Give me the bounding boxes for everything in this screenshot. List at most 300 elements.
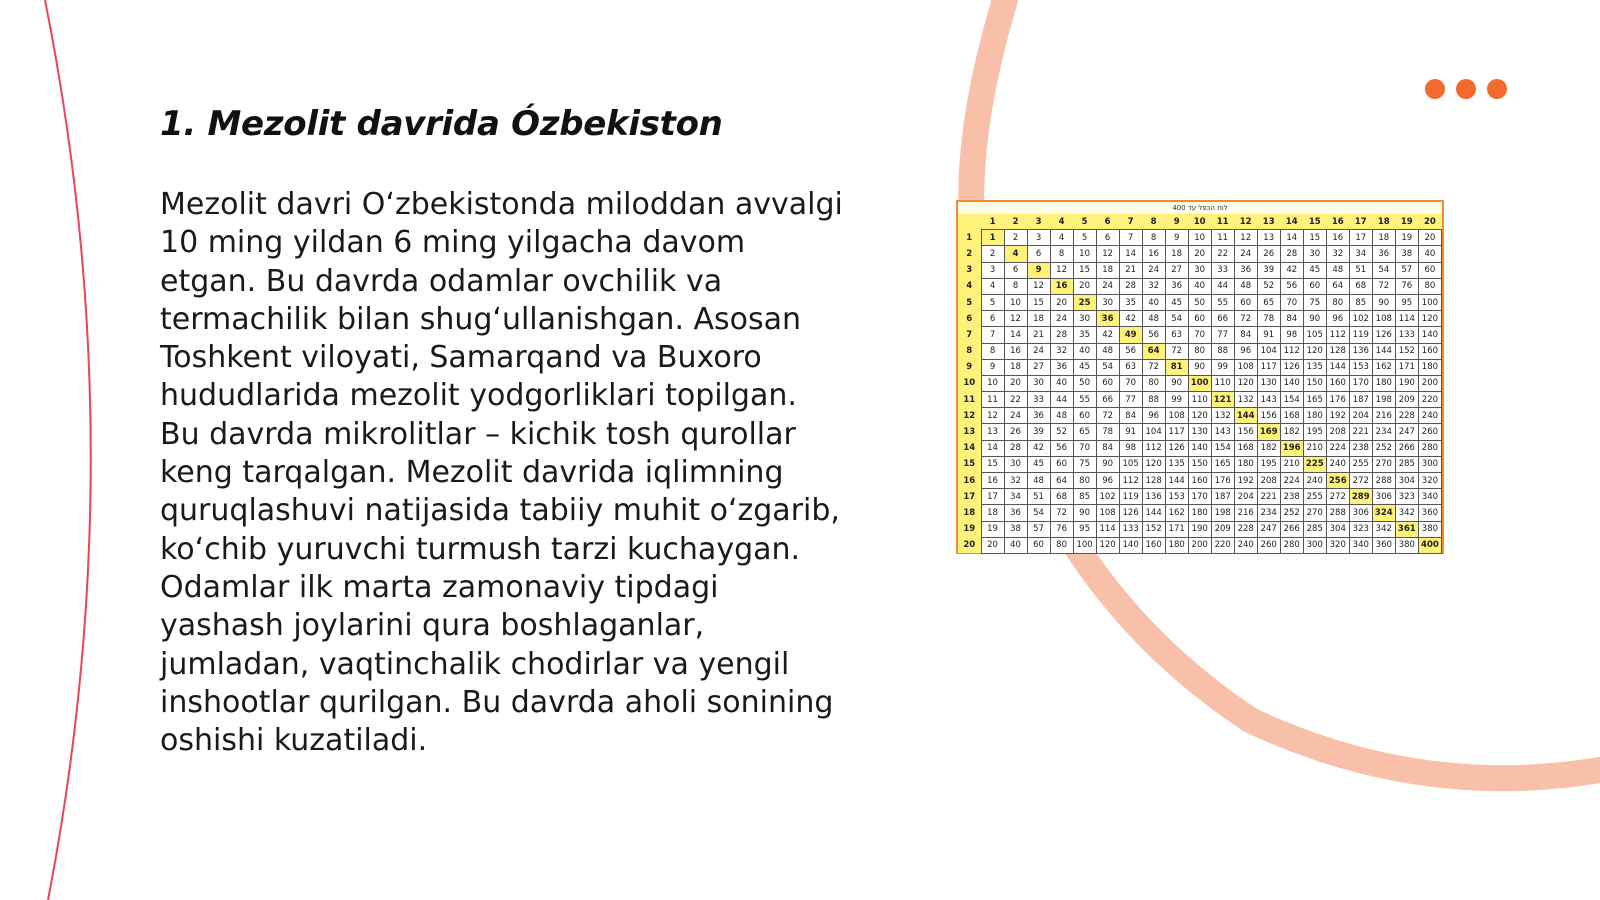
column-header: 12 — [1234, 214, 1257, 230]
product-cell: 4 — [1050, 230, 1073, 246]
product-cell: 266 — [1280, 521, 1303, 537]
product-cell: 91 — [1119, 424, 1142, 440]
column-header: 7 — [1119, 214, 1142, 230]
product-cell: 76 — [1395, 278, 1418, 294]
row-header: 19 — [958, 521, 981, 537]
product-cell: 168 — [1280, 408, 1303, 424]
product-cell: 19 — [1395, 230, 1418, 246]
product-cell: 135 — [1165, 456, 1188, 472]
product-cell: 4 — [981, 278, 1004, 294]
product-cell: 54 — [1096, 359, 1119, 375]
product-cell: 99 — [1165, 392, 1188, 408]
product-cell: 228 — [1395, 408, 1418, 424]
product-cell: 180 — [1418, 359, 1441, 375]
square-cell: 16 — [1050, 278, 1073, 294]
product-cell: 12 — [1027, 278, 1050, 294]
product-cell: 10 — [1004, 294, 1027, 310]
product-cell: 208 — [1257, 473, 1280, 489]
product-cell: 304 — [1326, 521, 1349, 537]
product-cell: 150 — [1188, 456, 1211, 472]
product-cell: 160 — [1142, 537, 1165, 553]
product-cell: 60 — [1418, 262, 1441, 278]
square-cell: 144 — [1234, 408, 1257, 424]
table-row — [958, 424, 1442, 440]
product-cell: 320 — [1326, 537, 1349, 553]
product-cell: 240 — [1418, 408, 1441, 424]
product-cell: 320 — [1418, 473, 1441, 489]
row-header: 7 — [958, 327, 981, 343]
product-cell: 15 — [981, 456, 1004, 472]
product-cell: 117 — [1257, 359, 1280, 375]
product-cell: 90 — [1096, 456, 1119, 472]
product-cell: 126 — [1165, 440, 1188, 456]
product-cell: 30 — [1096, 294, 1119, 310]
product-cell: 17 — [981, 489, 1004, 505]
product-cell: 168 — [1234, 440, 1257, 456]
product-cell: 44 — [1211, 278, 1234, 294]
product-cell: 35 — [1073, 327, 1096, 343]
product-cell: 45 — [1073, 359, 1096, 375]
product-cell: 60 — [1027, 537, 1050, 553]
square-cell: 400 — [1418, 537, 1441, 553]
product-cell: 176 — [1326, 392, 1349, 408]
product-cell: 16 — [1004, 343, 1027, 359]
product-cell: 18 — [1027, 311, 1050, 327]
product-cell: 11 — [981, 392, 1004, 408]
square-cell: 64 — [1142, 343, 1165, 359]
product-cell: 224 — [1326, 440, 1349, 456]
product-cell: 180 — [1303, 408, 1326, 424]
table-row — [958, 537, 1442, 553]
product-cell: 140 — [1188, 440, 1211, 456]
product-cell: 160 — [1418, 343, 1441, 359]
product-cell: 90 — [1073, 505, 1096, 521]
column-header: 5 — [1073, 214, 1096, 230]
product-cell: 204 — [1234, 489, 1257, 505]
product-cell: 70 — [1073, 440, 1096, 456]
product-cell: 221 — [1349, 424, 1372, 440]
product-cell: 14 — [1280, 230, 1303, 246]
product-cell: 90 — [1303, 311, 1326, 327]
product-cell: 24 — [1142, 262, 1165, 278]
product-cell: 260 — [1418, 424, 1441, 440]
product-cell: 60 — [1234, 294, 1257, 310]
product-cell: 72 — [1165, 343, 1188, 359]
product-cell: 140 — [1119, 537, 1142, 553]
product-cell: 48 — [1234, 278, 1257, 294]
product-cell: 240 — [1326, 456, 1349, 472]
product-cell: 80 — [1050, 537, 1073, 553]
product-cell: 40 — [1004, 537, 1027, 553]
product-cell: 247 — [1395, 424, 1418, 440]
product-cell: 65 — [1073, 424, 1096, 440]
product-cell: 8 — [1050, 246, 1073, 262]
product-cell: 20 — [1418, 230, 1441, 246]
product-cell: 56 — [1280, 278, 1303, 294]
product-cell: 340 — [1349, 537, 1372, 553]
product-cell: 105 — [1119, 456, 1142, 472]
product-cell: 18 — [981, 505, 1004, 521]
row-header: 4 — [958, 278, 981, 294]
product-cell: 55 — [1211, 294, 1234, 310]
product-cell: 14 — [981, 440, 1004, 456]
product-cell: 8 — [1142, 230, 1165, 246]
product-cell: 56 — [1050, 440, 1073, 456]
product-cell: 85 — [1349, 294, 1372, 310]
product-cell: 63 — [1165, 327, 1188, 343]
product-cell: 64 — [1050, 473, 1073, 489]
product-cell: 84 — [1096, 440, 1119, 456]
square-cell: 81 — [1165, 359, 1188, 375]
product-cell: 36 — [1004, 505, 1027, 521]
product-cell: 30 — [1188, 262, 1211, 278]
square-cell: 100 — [1188, 375, 1211, 391]
product-cell: 342 — [1372, 521, 1395, 537]
product-cell: 154 — [1280, 392, 1303, 408]
product-cell: 26 — [1004, 424, 1027, 440]
body-line: inshootlar qurilgan. Bu davrda aholi sonining — [160, 684, 834, 720]
product-cell: 150 — [1303, 375, 1326, 391]
product-cell: 55 — [1073, 392, 1096, 408]
product-cell: 120 — [1303, 343, 1326, 359]
product-cell: 66 — [1211, 311, 1234, 327]
body-line: keng tarqalgan. Mezolit davrida iqlimning — [160, 455, 784, 491]
column-header: 16 — [1326, 214, 1349, 230]
product-cell: 40 — [1188, 278, 1211, 294]
product-cell: 48 — [1142, 311, 1165, 327]
product-cell: 180 — [1165, 537, 1188, 553]
table-row — [958, 375, 1442, 391]
product-cell: 13 — [1257, 230, 1280, 246]
table-row — [958, 294, 1442, 310]
product-cell: 10 — [1073, 246, 1096, 262]
product-cell: 51 — [1027, 489, 1050, 505]
product-cell: 15 — [1303, 230, 1326, 246]
product-cell: 28 — [1050, 327, 1073, 343]
product-cell: 160 — [1326, 375, 1349, 391]
product-cell: 216 — [1234, 505, 1257, 521]
product-cell: 182 — [1257, 440, 1280, 456]
product-cell: 84 — [1234, 327, 1257, 343]
product-cell: 39 — [1027, 424, 1050, 440]
product-cell: 285 — [1303, 521, 1326, 537]
product-cell: 170 — [1188, 489, 1211, 505]
product-cell: 272 — [1326, 489, 1349, 505]
product-cell: 153 — [1349, 359, 1372, 375]
product-cell: 143 — [1257, 392, 1280, 408]
product-cell: 144 — [1326, 359, 1349, 375]
product-cell: 52 — [1050, 424, 1073, 440]
product-cell: 126 — [1119, 505, 1142, 521]
table-row — [958, 359, 1442, 375]
product-cell: 240 — [1303, 473, 1326, 489]
product-cell: 288 — [1372, 473, 1395, 489]
multiplication-table — [958, 214, 1442, 554]
product-cell: 70 — [1119, 375, 1142, 391]
product-cell: 48 — [1050, 408, 1073, 424]
product-cell: 56 — [1119, 343, 1142, 359]
product-cell: 45 — [1027, 456, 1050, 472]
product-cell: 32 — [1004, 473, 1027, 489]
product-cell: 30 — [1303, 246, 1326, 262]
product-cell: 60 — [1188, 311, 1211, 327]
row-header: 14 — [958, 440, 981, 456]
product-cell: 44 — [1050, 392, 1073, 408]
product-cell: 80 — [1142, 375, 1165, 391]
product-cell: 2 — [1004, 230, 1027, 246]
product-cell: 119 — [1119, 489, 1142, 505]
product-cell: 48 — [1096, 343, 1119, 359]
body-line: yashash joylarini qura boshlaganlar, — [160, 608, 705, 644]
product-cell: 95 — [1073, 521, 1096, 537]
product-cell: 126 — [1280, 359, 1303, 375]
row-header: 3 — [958, 262, 981, 278]
product-cell: 16 — [1142, 246, 1165, 262]
product-cell: 162 — [1372, 359, 1395, 375]
row-header: 9 — [958, 359, 981, 375]
product-cell: 14 — [1119, 246, 1142, 262]
product-cell: 224 — [1280, 473, 1303, 489]
square-cell: 225 — [1303, 456, 1326, 472]
row-header: 1 — [958, 230, 981, 246]
square-cell: 324 — [1372, 505, 1395, 521]
product-cell: 33 — [1211, 262, 1234, 278]
product-cell: 14 — [1004, 327, 1027, 343]
table-row — [958, 408, 1442, 424]
square-cell: 1 — [981, 230, 1004, 246]
body-line: ko‘chib yuruvchi turmush tarzi kuchaygan. — [160, 531, 801, 567]
product-cell: 28 — [1119, 278, 1142, 294]
product-cell: 200 — [1418, 375, 1441, 391]
product-cell: 96 — [1142, 408, 1165, 424]
product-cell: 72 — [1234, 311, 1257, 327]
product-cell: 77 — [1211, 327, 1234, 343]
product-cell: 108 — [1165, 408, 1188, 424]
product-cell: 80 — [1188, 343, 1211, 359]
product-cell: 110 — [1188, 392, 1211, 408]
product-cell: 209 — [1395, 392, 1418, 408]
product-cell: 153 — [1165, 489, 1188, 505]
body-line: jumladan, vaqtinchalik chodirlar va yengil — [160, 646, 790, 682]
product-cell: 16 — [981, 473, 1004, 489]
product-cell: 75 — [1303, 294, 1326, 310]
product-cell: 70 — [1280, 294, 1303, 310]
column-header: 9 — [1165, 214, 1188, 230]
product-cell: 32 — [1050, 343, 1073, 359]
product-cell: 68 — [1349, 278, 1372, 294]
product-cell: 102 — [1349, 311, 1372, 327]
product-cell: 132 — [1211, 408, 1234, 424]
product-cell: 80 — [1418, 278, 1441, 294]
product-cell: 9 — [981, 359, 1004, 375]
product-cell: 187 — [1349, 392, 1372, 408]
product-cell: 288 — [1326, 505, 1349, 521]
product-cell: 114 — [1096, 521, 1119, 537]
product-cell: 38 — [1395, 246, 1418, 262]
table-caption: לוח הכפל עד 400 — [1172, 204, 1228, 212]
table-row — [958, 521, 1442, 537]
product-cell: 144 — [1372, 343, 1395, 359]
slide-title: 1. Mezolit davrida Ózbekiston — [160, 104, 723, 144]
product-cell: 48 — [1326, 262, 1349, 278]
product-cell: 6 — [1027, 246, 1050, 262]
product-cell: 8 — [1004, 278, 1027, 294]
product-cell: 57 — [1395, 262, 1418, 278]
product-cell: 3 — [981, 262, 1004, 278]
product-cell: 90 — [1372, 294, 1395, 310]
column-header: 13 — [1257, 214, 1280, 230]
product-cell: 90 — [1165, 375, 1188, 391]
product-cell: 36 — [1050, 359, 1073, 375]
product-cell: 36 — [1234, 262, 1257, 278]
product-cell: 18 — [1004, 359, 1027, 375]
product-cell: 210 — [1280, 456, 1303, 472]
product-cell: 180 — [1234, 456, 1257, 472]
product-cell: 247 — [1257, 521, 1280, 537]
column-header: 3 — [1027, 214, 1050, 230]
product-cell: 160 — [1188, 473, 1211, 489]
product-cell: 380 — [1395, 537, 1418, 553]
product-cell: 112 — [1326, 327, 1349, 343]
product-cell: 30 — [1073, 311, 1096, 327]
product-cell: 42 — [1027, 440, 1050, 456]
product-cell: 108 — [1234, 359, 1257, 375]
product-cell: 12 — [1050, 262, 1073, 278]
product-cell: 30 — [1027, 375, 1050, 391]
body-line: Toshkent viloyati, Samarqand va Buxoro — [160, 340, 762, 376]
column-header: 10 — [1188, 214, 1211, 230]
product-cell: 176 — [1211, 473, 1234, 489]
product-cell: 195 — [1303, 424, 1326, 440]
product-cell: 35 — [1119, 294, 1142, 310]
multiplication-table-image — [956, 200, 1444, 554]
product-cell: 104 — [1257, 343, 1280, 359]
product-cell: 12 — [1096, 246, 1119, 262]
product-cell: 11 — [1211, 230, 1234, 246]
product-cell: 17 — [1349, 230, 1372, 246]
product-cell: 5 — [1073, 230, 1096, 246]
product-cell: 32 — [1326, 246, 1349, 262]
body-line: Mezolit davri O‘zbekistonda miloddan avvalgi — [160, 187, 843, 222]
product-cell: 238 — [1349, 440, 1372, 456]
product-cell: 306 — [1372, 489, 1395, 505]
product-cell: 380 — [1418, 521, 1441, 537]
product-cell: 30 — [1004, 456, 1027, 472]
product-cell: 24 — [1027, 343, 1050, 359]
product-cell: 26 — [1257, 246, 1280, 262]
dot-icon — [1456, 79, 1476, 99]
product-cell: 165 — [1211, 456, 1234, 472]
table-row — [958, 456, 1442, 472]
table-row — [958, 489, 1442, 505]
product-cell: 135 — [1303, 359, 1326, 375]
product-cell: 105 — [1303, 327, 1326, 343]
slide-body — [160, 186, 850, 760]
product-cell: 112 — [1142, 440, 1165, 456]
product-cell: 280 — [1280, 537, 1303, 553]
product-cell: 20 — [981, 537, 1004, 553]
product-cell: 36 — [1165, 278, 1188, 294]
table-corner — [958, 214, 981, 230]
product-cell: 252 — [1372, 440, 1395, 456]
body-line: Odamlar ilk marta zamonaviy tipdagi — [160, 569, 719, 605]
product-cell: 34 — [1004, 489, 1027, 505]
product-cell: 15 — [1027, 294, 1050, 310]
square-cell: 289 — [1349, 489, 1372, 505]
product-cell: 7 — [1119, 230, 1142, 246]
product-cell: 234 — [1257, 505, 1280, 521]
product-cell: 24 — [1050, 311, 1073, 327]
product-cell: 28 — [1280, 246, 1303, 262]
product-cell: 20 — [1073, 278, 1096, 294]
product-cell: 208 — [1326, 424, 1349, 440]
product-cell: 18 — [1096, 262, 1119, 278]
table-row — [958, 505, 1442, 521]
product-cell: 98 — [1119, 440, 1142, 456]
product-cell: 140 — [1280, 375, 1303, 391]
product-cell: 180 — [1372, 375, 1395, 391]
product-cell: 50 — [1073, 375, 1096, 391]
product-cell: 152 — [1142, 521, 1165, 537]
product-cell: 182 — [1280, 424, 1303, 440]
product-cell: 20 — [1050, 294, 1073, 310]
product-cell: 12 — [1234, 230, 1257, 246]
product-cell: 27 — [1027, 359, 1050, 375]
product-cell: 238 — [1280, 489, 1303, 505]
product-cell: 15 — [1073, 262, 1096, 278]
table-row — [958, 473, 1442, 489]
table-row — [958, 440, 1442, 456]
product-cell: 18 — [1372, 230, 1395, 246]
product-cell: 198 — [1372, 392, 1395, 408]
product-cell: 10 — [981, 375, 1004, 391]
square-cell: 36 — [1096, 311, 1119, 327]
product-cell: 75 — [1073, 456, 1096, 472]
product-cell: 60 — [1303, 278, 1326, 294]
column-header: 17 — [1349, 214, 1372, 230]
product-cell: 252 — [1280, 505, 1303, 521]
product-cell: 300 — [1303, 537, 1326, 553]
product-cell: 285 — [1395, 456, 1418, 472]
product-cell: 128 — [1142, 473, 1165, 489]
column-header: 19 — [1395, 214, 1418, 230]
product-cell: 120 — [1096, 537, 1119, 553]
column-header: 4 — [1050, 214, 1073, 230]
product-cell: 171 — [1165, 521, 1188, 537]
square-cell: 25 — [1073, 294, 1096, 310]
product-cell: 130 — [1188, 424, 1211, 440]
product-cell: 21 — [1119, 262, 1142, 278]
left-curve-line — [45, 0, 91, 900]
product-cell: 50 — [1188, 294, 1211, 310]
product-cell: 34 — [1349, 246, 1372, 262]
product-cell: 45 — [1303, 262, 1326, 278]
product-cell: 104 — [1142, 424, 1165, 440]
product-cell: 270 — [1372, 456, 1395, 472]
product-cell: 130 — [1257, 375, 1280, 391]
square-cell: 9 — [1027, 262, 1050, 278]
column-header: 14 — [1280, 214, 1303, 230]
product-cell: 162 — [1165, 505, 1188, 521]
column-header: 1 — [981, 214, 1004, 230]
body-line: 10 ming yildan 6 ming yilgacha davom — [160, 225, 746, 261]
table-row — [958, 311, 1442, 327]
product-cell: 234 — [1372, 424, 1395, 440]
table-row — [958, 230, 1442, 246]
product-cell: 96 — [1234, 343, 1257, 359]
product-cell: 156 — [1257, 408, 1280, 424]
product-cell: 80 — [1073, 473, 1096, 489]
